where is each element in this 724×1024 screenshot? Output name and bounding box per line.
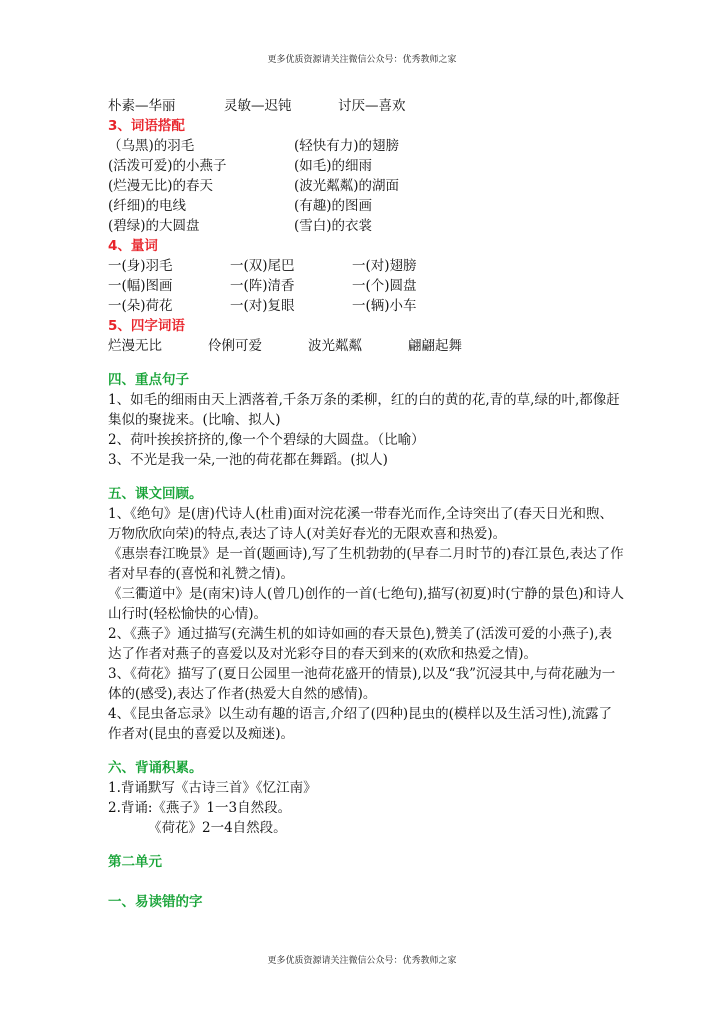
page-footer: 更多优质资源请关注微信公众号：优秀教师之家 [267,956,457,966]
antonym-pair: 朴素—华丽 [108,98,176,114]
collocation-left: (碧绿)的大圆盘 [108,218,200,234]
measure-word: 一(阵)清香 [230,278,295,294]
review-paragraph: 《惠崇春江晚景》是一首(题画诗),写了生机勃勃的(早春二月时节的)春江景色,表达了作者对早春的(喜悦和礼赞之情)。 [108,546,624,582]
collocation-left: （乌黑)的羽毛 [108,138,195,154]
collocation-row [108,176,624,196]
antonym-pair: 灵敏—迟钝 [224,98,292,114]
collocation-row [108,216,624,236]
collocation-right: (轻快有力)的翅膀 [294,138,400,154]
recite-item: 1.背诵默写《古诗三首》《忆江南》 [108,780,317,796]
spacer [108,872,624,892]
antonym-row [108,96,624,116]
measure-word-row [108,276,624,296]
four-char-word: 伶俐可爱 [208,338,262,354]
four-char-word: 波光粼粼 [308,338,362,354]
section-five-title: 五、课文回顾。 [108,486,203,502]
collocation-left: (活泼可爱)的小燕子 [108,158,227,174]
section-six-title: 六、背诵积累。 [108,760,203,776]
document-body [108,96,624,912]
spacer [108,744,624,758]
collocation-left: (烂漫无比)的春天 [108,178,214,194]
collocation-right: (如毛)的细雨 [294,158,373,174]
measure-word: 一(朵)荷花 [108,298,173,314]
review-paragraph: 3、《荷花》描写了(夏日公园里一池荷花盛开的情景),以及“我”沉浸其中,与荷花融为一体的(感受),表达了作者(热爱大自然的感情)。 [108,666,616,702]
measure-word: 一(对)翅膀 [352,258,417,274]
spacer [108,838,624,852]
four-char-word: 翩翩起舞 [408,338,462,354]
measure-word: 一(辆)小车 [352,298,417,314]
section-3-title: 3、词语搭配 [108,118,185,134]
key-sentence: 3、不光是我一朵,一池的荷花都在舞蹈。(拟人) [108,452,388,468]
unit-title: 第二单元 [108,854,162,870]
measure-word: 一(个)圆盘 [352,278,417,294]
review-paragraph: 4、《昆虫备忘录》以生动有趣的语言,介绍了(四种)昆虫的(模样以及生活习性),流露了作者对(昆虫的喜爱以及痴迷)。 [108,706,612,742]
page-header: 更多优质资源请关注微信公众号：优秀教师之家 [267,55,457,65]
measure-word: 一(幅)图画 [108,278,173,294]
measure-word: 一(身)羽毛 [108,258,173,274]
collocation-right: (有趣)的图画 [294,198,373,214]
review-paragraph: 1、《绝句》是(唐)代诗人(杜甫)面对浣花溪一带春光而作,全诗突出了(春天日光和煦、万物欣欣向荣)的特点,表达了诗人(对美好春光的无限欢喜和热爱)。 [108,506,613,542]
measure-word-row [108,296,624,316]
section-4-title: 4、量词 [108,238,158,254]
recite-item: 《荷花》2一4自然段。 [148,820,287,836]
collocation-row [108,136,624,156]
unit-2-section-1-title: 一、易读错的字 [108,894,203,910]
measure-word: 一(对)复眼 [230,298,295,314]
measure-word-row [108,256,624,276]
collocation-right: (雪白)的衣裳 [294,218,373,234]
review-paragraph: 2、《燕子》通过描写(充满生机的如诗如画的春天景色),赞美了(活泼可爱的小燕子),表达了作者对燕子的喜爱以及对光彩夺目的春天到来的(欢欣和热爱之情)。 [108,626,612,662]
collocation-left: (纤细)的电线 [108,198,187,214]
collocation-row [108,196,624,216]
section-four-title: 四、重点句子 [108,372,189,388]
antonym-pair: 讨厌—喜欢 [338,98,406,114]
collocation-row [108,156,624,176]
spacer [108,356,624,370]
review-paragraph: 《三衢道中》是(南宋)诗人(曾几)创作的一首(七绝句),描写(初夏)时(宁静的景色)和诗人山行时(轻松愉快的心情)。 [108,586,624,622]
section-5-title: 5、四字词语 [108,318,185,334]
key-sentence: 1、如毛的细雨由天上洒落着,千条万条的柔柳，红的白的黄的花,青的草,绿的叶,都像赶集似的聚拢来。(比喻、拟人) [108,392,620,428]
four-char-words-row [108,336,624,356]
spacer [108,470,624,484]
recite-item: 2.背诵:《燕子》1一3自然段。 [108,800,292,816]
four-char-word: 烂漫无比 [108,338,162,354]
measure-word: 一(双)尾巴 [230,258,295,274]
key-sentence: 2、荷叶挨挨挤挤的,像一个个碧绿的大圆盘。（比喻） [108,432,425,448]
collocation-right: (波光粼粼)的湖面 [294,178,400,194]
